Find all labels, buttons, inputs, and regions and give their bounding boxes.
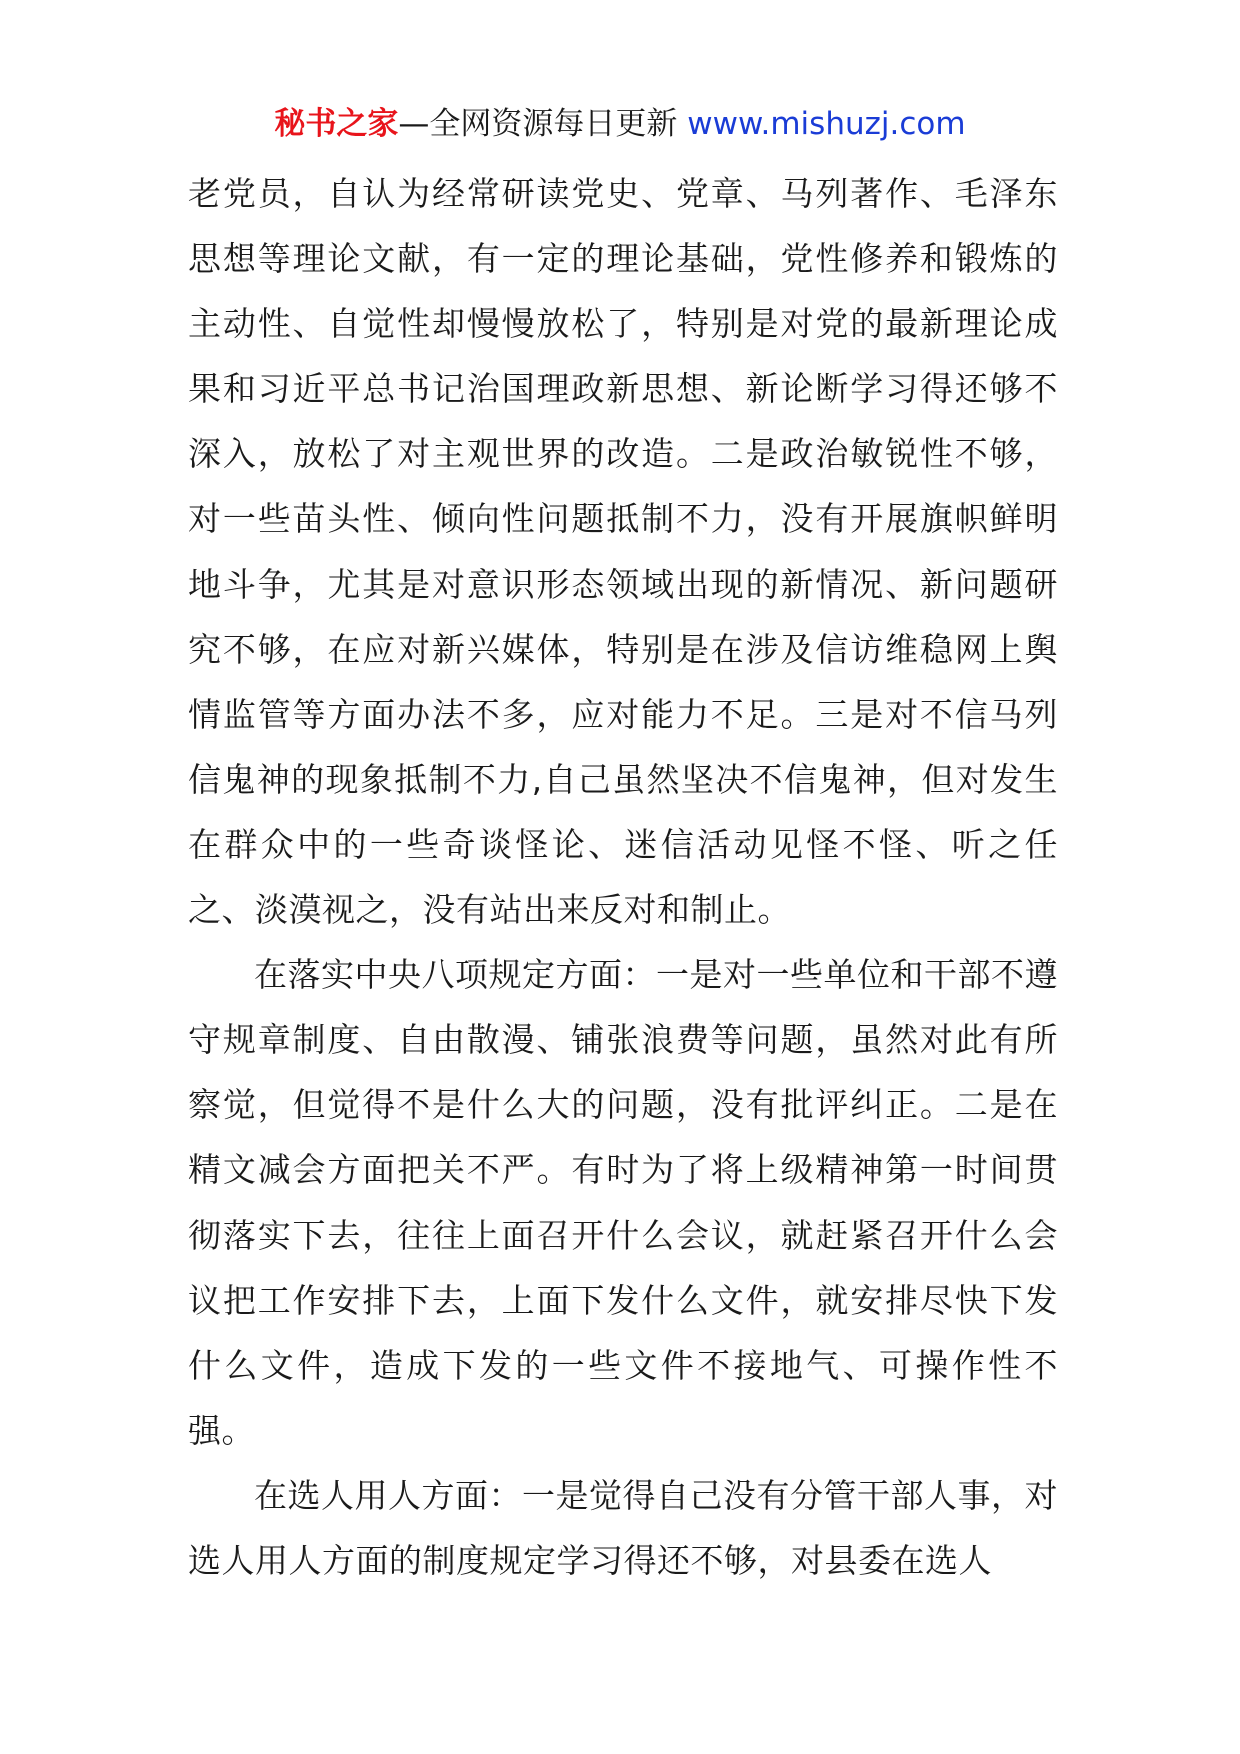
document-body	[188, 161, 1058, 1593]
site-header	[0, 102, 1240, 146]
brand-name: 秘书之家	[274, 106, 399, 142]
site-url-link[interactable]: www.mishuzj.com	[687, 106, 966, 142]
paragraph-eight-rules: 在落实中央八项规定方面：一是对一些单位和干部不遵守规章制度、自由散漫、铺张浪费等问题，虽然对此有所察觉，但觉得不是什么大的问题，没有批评纠正。二是在精文减会方面把关不严。有时为了将上级精神第一时间贯彻落实下去，往往上面召开什么会议，就赶紧召开什么会议把工作安排下去，上面下发什么文件，就安排尽快下发什么文件，造成下发的一些文件不接地气、可操作性不强。	[188, 955, 1058, 1450]
paragraph-personnel-selection: 在选人用人方面：一是觉得自己没有分管干部人事，对选人用人方面的制度规定学习得还不够，对县委在选人	[188, 1475, 1058, 1580]
paragraph-continued: 老党员，自认为经常研读党史、党章、马列著作、毛泽东思想等理论文献，有一定的理论基础，党性修养和锻炼的主动性、自觉性却慢慢放松了，特别是对党的最新理论成果和习近平总书记治国理政新思想、新论断学习得还够不深入，放松了对主观世界的改造。二是政治敏锐性不够，对一些苗头性、倾向性问题抵制不力，没有开展旗帜鲜明地斗争，尤其是对意识形态领域出现的新情况、新问题研究不够，在应对新兴媒体，特别是在涉及信访维稳网上舆情监管等方面办法不多，应对能力不足。三是对不信马列信鬼神的现象抵制不力,自己虽然坚决不信鬼神，但对发生在群众中的一些奇谈怪论、迷信活动见怪不怪、听之任之、淡漠视之，没有站出来反对和制止。	[188, 174, 1058, 930]
header-tagline: —全网资源每日更新	[398, 106, 688, 142]
